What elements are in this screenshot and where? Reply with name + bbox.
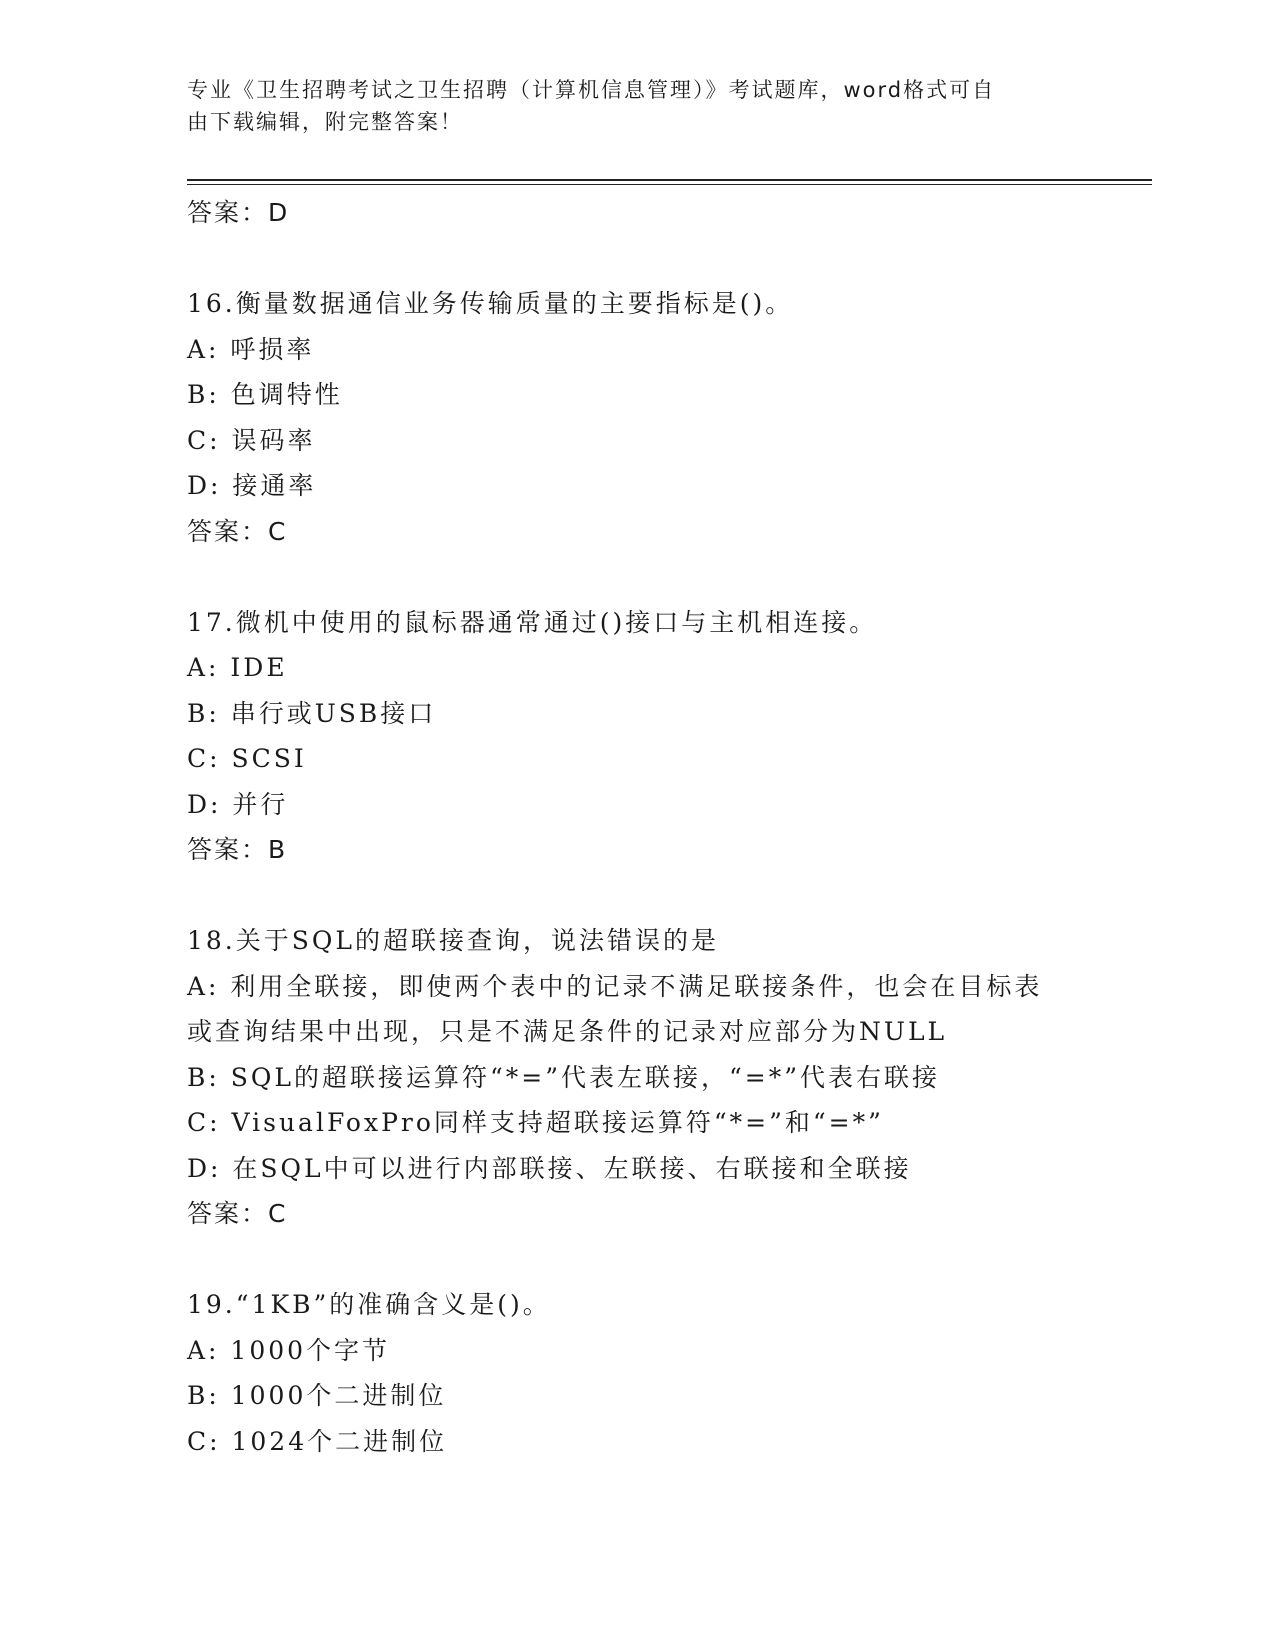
option-a: A: 1000个字节 [187, 1335, 391, 1365]
option-b: B: 色调特性 [187, 380, 343, 409]
question-stem: 19.“1KB”的准确含义是()。 [187, 1290, 551, 1319]
question-stem: 17.微机中使用的鼠标器通常通过()接口与主机相连接。 [187, 607, 878, 637]
option-d: D: 并行 [187, 789, 289, 819]
option-b: B: SQL的超联接运算符“*=”代表左联接，“=*”代表右联接 [187, 1062, 940, 1092]
option-b: B: 1000个二进制位 [187, 1381, 447, 1410]
answer: 答案：C [187, 1199, 288, 1228]
option-a-continued: 或查询结果中出现，只是不满足条件的记录对应部分为NULL [187, 1017, 948, 1046]
option-b: B: 串行或USB接口 [187, 698, 437, 728]
spacer [187, 236, 1087, 282]
option-a: A: 利用全联接，即使两个表中的记录不满足联接条件，也会在目标表 [187, 971, 1043, 1001]
spacer [187, 1237, 1087, 1283]
option-d: D: 在SQL中可以进行内部联接、左联接、右联接和全联接 [187, 1153, 912, 1183]
spacer [187, 554, 1087, 600]
option-a: A: 呼损率 [187, 334, 315, 364]
option-d: D: 接通率 [187, 471, 317, 500]
question-list [187, 190, 1087, 1464]
header-line-2: 由下载编辑，附完整答案！ [187, 110, 463, 134]
question-17 [187, 600, 1087, 873]
answer: 答案：C [187, 516, 288, 546]
question-19 [187, 1282, 1087, 1464]
question-18 [187, 918, 1087, 1237]
header-line-1: 专业《卫生招聘考试之卫生招聘（计算机信息管理）》考试题库，word格式可自 [187, 78, 996, 102]
option-c: C: 误码率 [187, 425, 316, 455]
option-c: C: VisualFoxPro同样支持超联接运算符“*=”和“=*” [187, 1108, 884, 1137]
question-16 [187, 281, 1087, 554]
option-c: C: SCSI [187, 744, 307, 773]
header-divider-thick [187, 179, 1152, 181]
spacer [187, 873, 1087, 919]
document-header [187, 74, 1067, 138]
question-stem: 16.衡量数据通信业务传输质量的主要指标是()。 [187, 289, 794, 318]
question-stem: 18.关于SQL的超联接查询，说法错误的是 [187, 926, 719, 955]
previous-answer: 答案：D [187, 198, 290, 227]
answer: 答案：B [187, 835, 288, 864]
option-c: C: 1024个二进制位 [187, 1426, 448, 1456]
header-divider-thin [187, 184, 1152, 185]
option-a: A: IDE [187, 653, 288, 682]
